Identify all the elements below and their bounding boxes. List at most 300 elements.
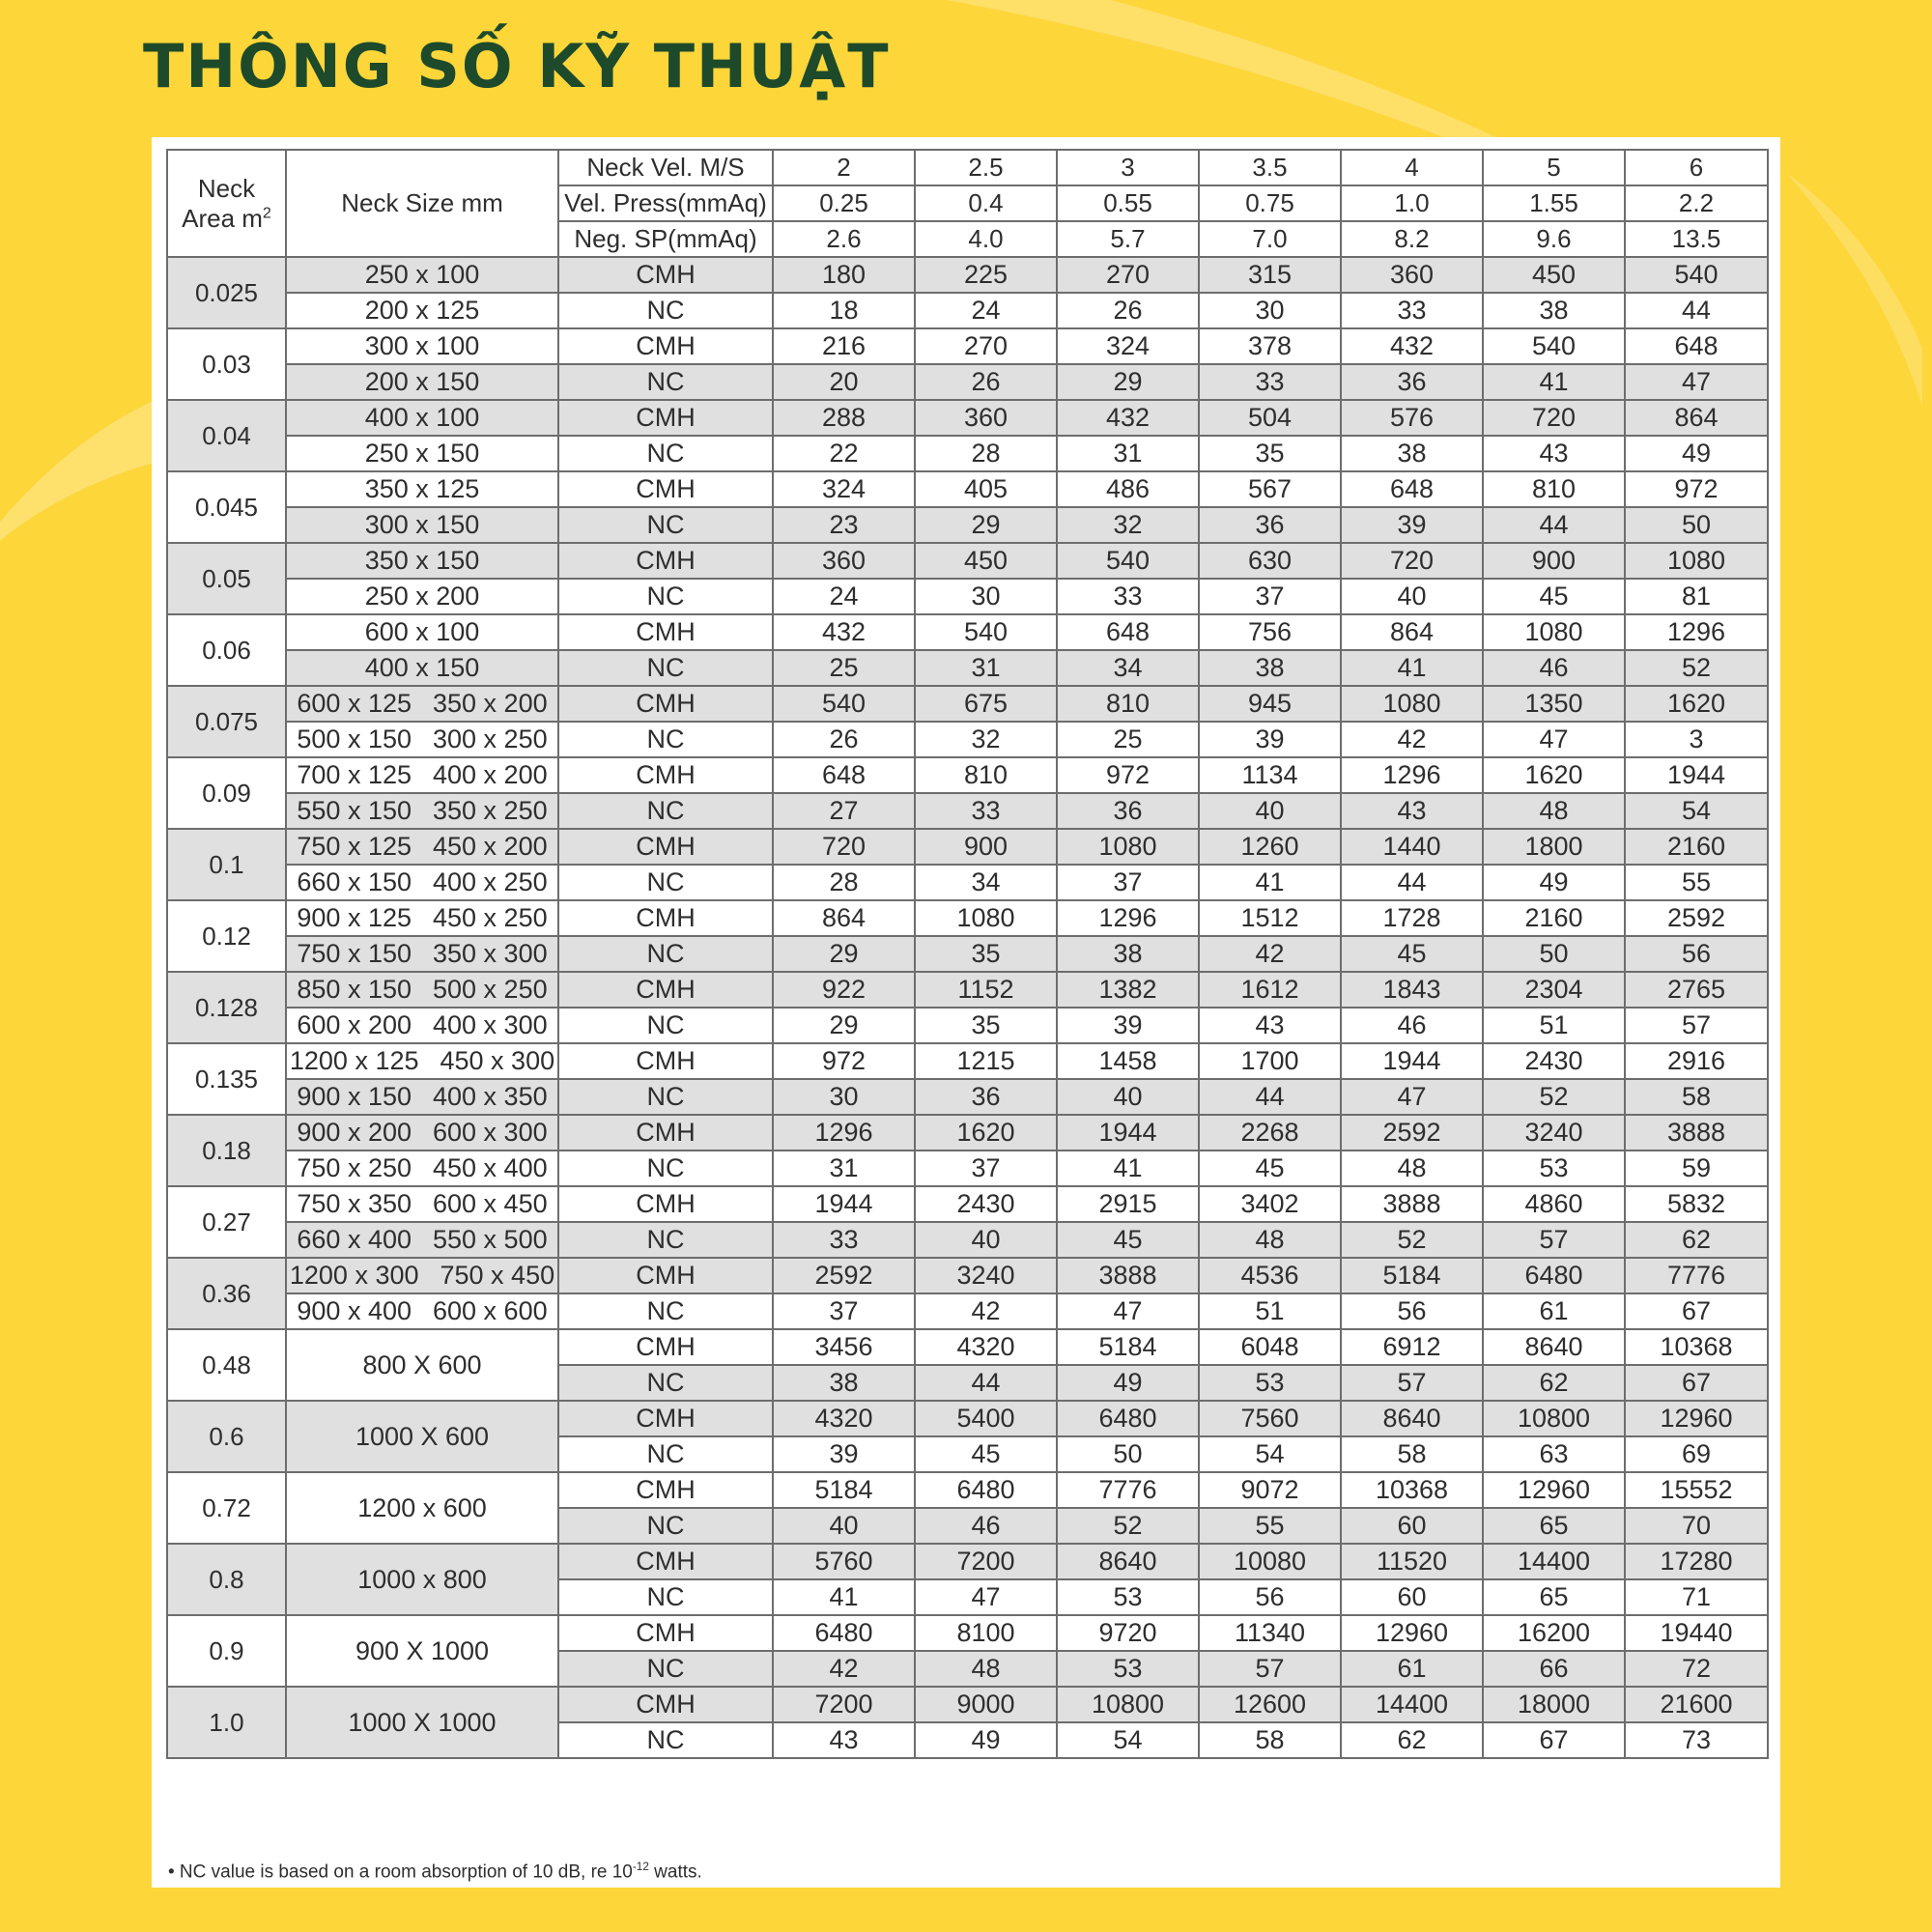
nc-value: 58	[1625, 1079, 1768, 1115]
neck-area-cell: 0.72	[167, 1472, 286, 1544]
neck-size-value: 250 x 200	[364, 582, 480, 611]
neck-size-value: 250 x 100	[364, 260, 480, 289]
nc-value: 38	[1341, 436, 1483, 471]
table-row-cmh	[167, 1186, 1768, 1222]
cmh-value: 1800	[1483, 829, 1625, 865]
nc-value: 56	[1625, 936, 1768, 972]
cmh-label: CMH	[558, 1043, 773, 1079]
nc-value: 55	[1625, 865, 1768, 900]
table-row-cmh	[167, 1258, 1768, 1293]
table-row-cmh	[167, 328, 1768, 364]
nc-value: 67	[1625, 1293, 1768, 1329]
neck-area-cell: 0.04	[167, 400, 286, 471]
cmh-value: 450	[915, 543, 1057, 579]
cmh-value: 922	[773, 972, 915, 1008]
nc-value: 62	[1483, 1365, 1625, 1401]
cmh-value: 10368	[1625, 1329, 1768, 1365]
header-vel-press-value: 2.2	[1625, 185, 1768, 221]
cmh-value: 972	[1625, 471, 1768, 507]
cmh-value: 648	[1625, 328, 1768, 364]
cmh-value: 630	[1199, 543, 1341, 579]
cmh-label: CMH	[558, 1401, 773, 1436]
cmh-label: CMH	[558, 829, 773, 865]
neck-size-cell	[286, 507, 558, 543]
nc-label: NC	[558, 1008, 773, 1043]
nc-value: 30	[915, 579, 1057, 614]
nc-value: 57	[1483, 1222, 1625, 1258]
header-vel-press-label: Vel. Press(mmAq)	[558, 185, 773, 221]
nc-label: NC	[558, 507, 773, 543]
cmh-value: 540	[1483, 328, 1625, 364]
neck-size-value: 660 x 400	[297, 1225, 412, 1254]
nc-label: NC	[558, 1508, 773, 1544]
cmh-value: 1080	[1057, 829, 1199, 865]
neck-size-value: 400 x 350	[433, 1082, 548, 1111]
nc-value: 43	[773, 1722, 915, 1758]
neck-size-value: 300 x 250	[433, 724, 548, 753]
nc-value: 3	[1625, 722, 1768, 757]
nc-value: 38	[1483, 293, 1625, 328]
nc-value: 26	[773, 722, 915, 757]
nc-value: 53	[1483, 1151, 1625, 1186]
cmh-value: 5184	[1341, 1258, 1483, 1293]
cmh-value: 1620	[915, 1115, 1057, 1151]
table-row-cmh	[167, 257, 1768, 293]
cmh-value: 1296	[1625, 614, 1768, 650]
footnote	[168, 1861, 702, 1883]
nc-value: 33	[1341, 293, 1483, 328]
cmh-label: CMH	[558, 1615, 773, 1651]
cmh-value: 567	[1199, 471, 1341, 507]
nc-value: 44	[1199, 1079, 1341, 1115]
nc-value: 32	[1057, 507, 1199, 543]
nc-value: 50	[1057, 1436, 1199, 1472]
cmh-value: 3402	[1199, 1186, 1341, 1222]
cmh-value: 1296	[773, 1115, 915, 1151]
nc-value: 47	[1625, 364, 1768, 400]
nc-value: 51	[1199, 1293, 1341, 1329]
cmh-value: 1080	[1483, 614, 1625, 650]
cmh-value: 5400	[915, 1401, 1057, 1436]
cmh-value: 6912	[1341, 1329, 1483, 1365]
table-row-cmh	[167, 614, 1768, 650]
table-row-cmh	[167, 1472, 1768, 1508]
cmh-value: 900	[1483, 543, 1625, 579]
cmh-value: 1215	[915, 1043, 1057, 1079]
cmh-value: 1620	[1625, 686, 1768, 722]
nc-value: 70	[1625, 1508, 1768, 1544]
header-vel-press-value: 1.0	[1341, 185, 1483, 221]
cmh-value: 12960	[1625, 1401, 1768, 1436]
neck-size-cell	[286, 400, 558, 436]
cmh-value: 1080	[1625, 543, 1768, 579]
nc-value: 42	[1341, 722, 1483, 757]
neck-size-cell	[286, 328, 558, 364]
cmh-value: 810	[915, 757, 1057, 793]
neck-size-value: 660 x 150	[297, 867, 412, 896]
nc-value: 22	[773, 436, 915, 471]
cmh-value: 4860	[1483, 1186, 1625, 1222]
table-row-cmh	[167, 1115, 1768, 1151]
cmh-value: 864	[1341, 614, 1483, 650]
cmh-value: 540	[915, 614, 1057, 650]
header-neg-sp-value: 4.0	[915, 221, 1057, 257]
neck-area-cell: 0.8	[167, 1544, 286, 1615]
neck-area-cell: 1.0	[167, 1687, 286, 1758]
nc-value: 55	[1199, 1508, 1341, 1544]
nc-value: 44	[915, 1365, 1057, 1401]
page-title: THÔNG SỐ KỸ THUẬT	[143, 31, 891, 101]
table-row-cmh	[167, 1401, 1768, 1436]
nc-value: 54	[1199, 1436, 1341, 1472]
header-velocity-label: Neck Vel. M/S	[558, 150, 773, 185]
nc-value: 41	[1057, 1151, 1199, 1186]
cmh-value: 432	[1057, 400, 1199, 436]
cmh-label: CMH	[558, 900, 773, 936]
neck-size-cell	[286, 257, 558, 293]
neck-area-cell: 0.06	[167, 614, 286, 686]
neck-size-cell	[286, 1008, 558, 1043]
cmh-value: 10080	[1199, 1544, 1341, 1579]
neck-size-cell	[286, 900, 558, 936]
cmh-value: 2304	[1483, 972, 1625, 1008]
neck-size-value: 750 x 350	[297, 1189, 412, 1218]
table-row-cmh	[167, 972, 1768, 1008]
cmh-value: 2915	[1057, 1186, 1199, 1222]
neck-size-value: 1200 x 300	[289, 1261, 419, 1290]
nc-value: 60	[1341, 1579, 1483, 1615]
cmh-label: CMH	[558, 400, 773, 436]
neck-size-value: 900 x 150	[297, 1082, 412, 1111]
header-row-velocity	[167, 150, 1768, 185]
cmh-value: 1843	[1341, 972, 1483, 1008]
cmh-value: 6480	[1057, 1401, 1199, 1436]
cmh-value: 720	[1483, 400, 1625, 436]
table-row-nc	[167, 1222, 1768, 1258]
cmh-value: 1944	[1625, 757, 1768, 793]
cmh-label: CMH	[558, 1186, 773, 1222]
nc-value: 38	[773, 1365, 915, 1401]
nc-value: 62	[1341, 1722, 1483, 1758]
nc-value: 54	[1057, 1722, 1199, 1758]
neck-size-value: 350 x 250	[433, 796, 548, 825]
nc-value: 57	[1341, 1365, 1483, 1401]
cmh-value: 1134	[1199, 757, 1341, 793]
nc-value: 42	[1199, 936, 1341, 972]
nc-value: 57	[1625, 1008, 1768, 1043]
cmh-value: 216	[773, 328, 915, 364]
nc-value: 25	[1057, 722, 1199, 757]
table-row-cmh	[167, 829, 1768, 865]
nc-value: 39	[1341, 507, 1483, 543]
nc-value: 28	[773, 865, 915, 900]
nc-value: 29	[915, 507, 1057, 543]
neck-size-cell: 800 X 600	[286, 1329, 558, 1401]
nc-value: 24	[773, 579, 915, 614]
neck-size-value: 600 x 200	[297, 1010, 412, 1039]
nc-label: NC	[558, 1579, 773, 1615]
nc-value: 60	[1341, 1508, 1483, 1544]
cmh-value: 19440	[1625, 1615, 1768, 1651]
neck-area-cell: 0.27	[167, 1186, 286, 1258]
nc-label: NC	[558, 722, 773, 757]
table-row-nc	[167, 293, 1768, 328]
neck-size-value: 900 x 400	[297, 1296, 412, 1325]
neck-size-value: 450 x 300	[440, 1046, 555, 1075]
cmh-label: CMH	[558, 471, 773, 507]
neck-area-cell: 0.48	[167, 1329, 286, 1401]
table-row-nc	[167, 865, 1768, 900]
cmh-value: 810	[1483, 471, 1625, 507]
header-velocity-value: 4	[1341, 150, 1483, 185]
cmh-label: CMH	[558, 972, 773, 1008]
header-neg-sp-value: 9.6	[1483, 221, 1625, 257]
cmh-value: 9720	[1057, 1615, 1199, 1651]
neck-size-cell	[286, 1186, 558, 1222]
nc-value: 45	[1483, 579, 1625, 614]
table-row-nc	[167, 436, 1768, 471]
header-area-line2: Area m	[182, 203, 263, 233]
neck-size-cell	[286, 614, 558, 650]
nc-value: 37	[1199, 579, 1341, 614]
cmh-value: 8640	[1483, 1329, 1625, 1365]
table-row-cmh	[167, 757, 1768, 793]
nc-value: 37	[773, 1293, 915, 1329]
header-velocity-value: 3	[1057, 150, 1199, 185]
cmh-value: 432	[773, 614, 915, 650]
cmh-value: 3240	[1483, 1115, 1625, 1151]
nc-value: 49	[1057, 1365, 1199, 1401]
neck-size-value: 1200 x 125	[289, 1046, 419, 1075]
table-row-cmh	[167, 1615, 1768, 1651]
neck-size-cell	[286, 650, 558, 686]
nc-label: NC	[558, 1222, 773, 1258]
cmh-label: CMH	[558, 1472, 773, 1508]
neck-size-cell	[286, 829, 558, 865]
cmh-value: 972	[773, 1043, 915, 1079]
nc-value: 46	[1341, 1008, 1483, 1043]
table-row-cmh	[167, 900, 1768, 936]
neck-size-cell	[286, 471, 558, 507]
neck-size-value: 900 x 200	[297, 1118, 412, 1147]
nc-label: NC	[558, 1293, 773, 1329]
cmh-value: 2592	[1625, 900, 1768, 936]
neck-size-value: 500 x 150	[297, 724, 412, 753]
table-row-nc	[167, 364, 1768, 400]
table-row-cmh	[167, 543, 1768, 579]
neck-size-value: 550 x 500	[433, 1225, 548, 1254]
nc-value: 33	[773, 1222, 915, 1258]
cmh-value: 1440	[1341, 829, 1483, 865]
neck-size-value: 550 x 150	[297, 796, 412, 825]
nc-value: 37	[1057, 865, 1199, 900]
nc-value: 81	[1625, 579, 1768, 614]
neck-size-cell	[286, 436, 558, 471]
nc-label: NC	[558, 1436, 773, 1472]
nc-value: 50	[1483, 936, 1625, 972]
cmh-label: CMH	[558, 1115, 773, 1151]
cmh-value: 4536	[1199, 1258, 1341, 1293]
nc-value: 72	[1625, 1651, 1768, 1687]
table-row-nc	[167, 650, 1768, 686]
cmh-value: 2592	[1341, 1115, 1483, 1151]
cmh-value: 432	[1341, 328, 1483, 364]
cmh-value: 450	[1483, 257, 1625, 293]
neck-size-cell	[286, 686, 558, 722]
nc-value: 52	[1057, 1508, 1199, 1544]
cmh-value: 1296	[1057, 900, 1199, 936]
cmh-label: CMH	[558, 328, 773, 364]
table-row-cmh	[167, 1687, 1768, 1722]
nc-value: 61	[1341, 1651, 1483, 1687]
nc-label: NC	[558, 793, 773, 829]
table-row-cmh	[167, 1544, 1768, 1579]
neck-area-cell: 0.9	[167, 1615, 286, 1687]
nc-value: 53	[1199, 1365, 1341, 1401]
cmh-value: 1700	[1199, 1043, 1341, 1079]
nc-value: 45	[1341, 936, 1483, 972]
cmh-value: 7200	[773, 1687, 915, 1722]
table-row-cmh	[167, 400, 1768, 436]
nc-value: 41	[1199, 865, 1341, 900]
cmh-value: 1382	[1057, 972, 1199, 1008]
spec-panel	[152, 137, 1780, 1888]
nc-value: 26	[915, 364, 1057, 400]
nc-value: 35	[1199, 436, 1341, 471]
cmh-value: 360	[915, 400, 1057, 436]
neck-size-value: 350 x 150	[364, 546, 480, 575]
nc-value: 54	[1625, 793, 1768, 829]
cmh-value: 864	[1625, 400, 1768, 436]
nc-value: 26	[1057, 293, 1199, 328]
nc-label: NC	[558, 1651, 773, 1687]
nc-value: 49	[1483, 865, 1625, 900]
cmh-value: 540	[773, 686, 915, 722]
neck-size-cell	[286, 865, 558, 900]
cmh-value: 3888	[1625, 1115, 1768, 1151]
nc-value: 49	[915, 1722, 1057, 1758]
neck-area-cell: 0.03	[167, 328, 286, 400]
cmh-value: 6480	[773, 1615, 915, 1651]
table-row-nc	[167, 579, 1768, 614]
table-row-nc	[167, 936, 1768, 972]
header-neg-sp-value: 5.7	[1057, 221, 1199, 257]
neck-size-cell	[286, 936, 558, 972]
nc-value: 36	[1057, 793, 1199, 829]
nc-value: 42	[915, 1293, 1057, 1329]
cmh-value: 810	[1057, 686, 1199, 722]
neck-size-value: 400 x 150	[364, 653, 480, 682]
table-row-nc	[167, 1293, 1768, 1329]
cmh-label: CMH	[558, 1258, 773, 1293]
nc-value: 63	[1483, 1436, 1625, 1472]
nc-label: NC	[558, 1365, 773, 1401]
cmh-value: 1458	[1057, 1043, 1199, 1079]
cmh-value: 5760	[773, 1544, 915, 1579]
neck-area-cell: 0.025	[167, 257, 286, 328]
neck-size-value: 450 x 250	[433, 903, 548, 932]
header-neg-sp-value: 8.2	[1341, 221, 1483, 257]
cmh-value: 10368	[1341, 1472, 1483, 1508]
neck-size-value: 500 x 250	[433, 975, 548, 1004]
cmh-value: 945	[1199, 686, 1341, 722]
neck-size-cell	[286, 293, 558, 328]
neck-size-cell	[286, 757, 558, 793]
neck-size-value: 400 x 100	[364, 403, 480, 432]
nc-value: 39	[773, 1436, 915, 1472]
table-row-cmh	[167, 471, 1768, 507]
nc-label: NC	[558, 1151, 773, 1186]
cmh-value: 315	[1199, 257, 1341, 293]
cmh-value: 2268	[1199, 1115, 1341, 1151]
cmh-value: 225	[915, 257, 1057, 293]
nc-value: 36	[1341, 364, 1483, 400]
neck-area-cell: 0.12	[167, 900, 286, 972]
nc-label: NC	[558, 1079, 773, 1115]
neck-size-cell: 1000 X 1000	[286, 1687, 558, 1758]
cmh-value: 288	[773, 400, 915, 436]
neck-size-cell	[286, 579, 558, 614]
cmh-value: 6480	[915, 1472, 1057, 1508]
neck-size-cell	[286, 1115, 558, 1151]
cmh-value: 405	[915, 471, 1057, 507]
nc-value: 23	[773, 507, 915, 543]
header-vel-press-value: 0.55	[1057, 185, 1199, 221]
cmh-value: 6048	[1199, 1329, 1341, 1365]
nc-value: 34	[915, 865, 1057, 900]
nc-value: 40	[915, 1222, 1057, 1258]
nc-value: 44	[1483, 507, 1625, 543]
neck-size-value: 200 x 150	[364, 367, 480, 396]
cmh-value: 7776	[1057, 1472, 1199, 1508]
neck-area-cell: 0.075	[167, 686, 286, 757]
spec-table	[166, 149, 1769, 1759]
cmh-value: 11520	[1341, 1544, 1483, 1579]
cmh-value: 5832	[1625, 1186, 1768, 1222]
nc-value: 52	[1483, 1079, 1625, 1115]
header-neck-size: Neck Size mm	[286, 150, 558, 257]
nc-value: 38	[1057, 936, 1199, 972]
nc-value: 28	[915, 436, 1057, 471]
neck-size-value: 400 x 200	[433, 760, 548, 789]
table-row-cmh	[167, 1043, 1768, 1079]
cmh-value: 648	[1057, 614, 1199, 650]
nc-value: 36	[1199, 507, 1341, 543]
cmh-label: CMH	[558, 1329, 773, 1365]
cmh-value: 360	[773, 543, 915, 579]
neck-size-cell	[286, 364, 558, 400]
cmh-value: 3888	[1057, 1258, 1199, 1293]
table-row-nc	[167, 722, 1768, 757]
nc-label: NC	[558, 364, 773, 400]
nc-value: 43	[1199, 1008, 1341, 1043]
nc-value: 43	[1483, 436, 1625, 471]
cmh-value: 4320	[915, 1329, 1057, 1365]
neck-area-cell: 0.36	[167, 1258, 286, 1329]
neck-size-cell	[286, 543, 558, 579]
neck-size-value: 450 x 200	[433, 832, 548, 861]
neck-size-cell	[286, 1222, 558, 1258]
nc-value: 27	[773, 793, 915, 829]
nc-value: 33	[915, 793, 1057, 829]
cmh-value: 864	[773, 900, 915, 936]
cmh-label: CMH	[558, 614, 773, 650]
nc-value: 32	[915, 722, 1057, 757]
cmh-value: 7200	[915, 1544, 1057, 1579]
nc-value: 41	[773, 1579, 915, 1615]
nc-value: 31	[1057, 436, 1199, 471]
nc-value: 31	[773, 1151, 915, 1186]
